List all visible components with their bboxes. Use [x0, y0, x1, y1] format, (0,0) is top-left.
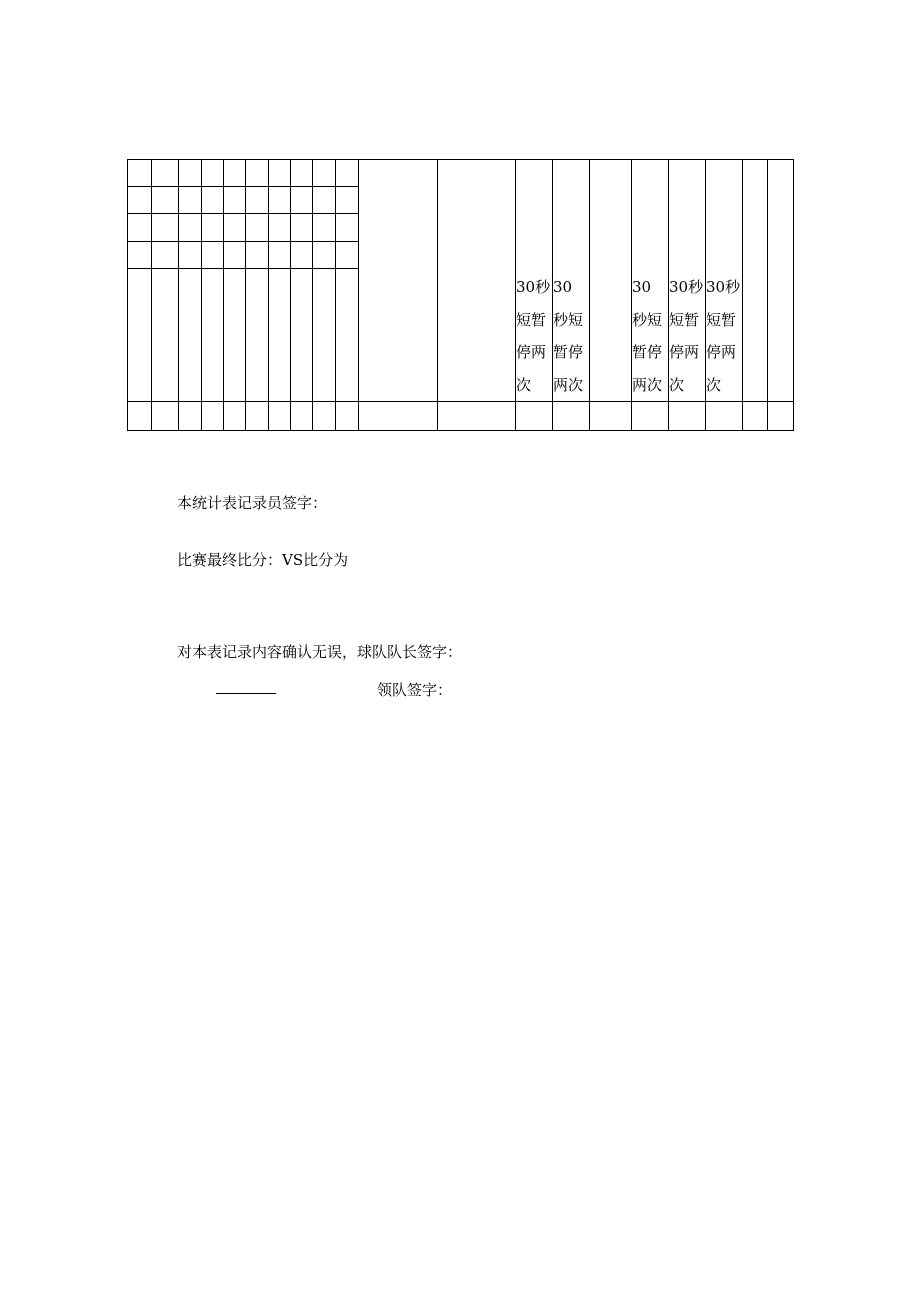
captain-signature-blank: [216, 679, 276, 694]
timeout-cell-2: 30 秒短 暂停 两次: [553, 278, 584, 394]
timeout-cell-4: 30秒 短暂 停两 次: [669, 278, 704, 394]
timeout-cell-5: 30秒 短暂 停两 次: [706, 278, 741, 394]
timeout-cell-3: 30 秒短 暂停 两次: [632, 278, 663, 394]
timeout-cell-1: 30秒 短暂 停两 次: [516, 278, 551, 394]
final-score-label: 比赛最终比分：VS比分为: [177, 551, 349, 569]
leader-signature-label: 领队签字：: [377, 681, 453, 699]
recorder-signature-label: 本统计表记录员签字：: [177, 494, 328, 512]
captain-confirm-label: 对本表记录内容确认无误，球队队长签字：: [177, 643, 463, 661]
